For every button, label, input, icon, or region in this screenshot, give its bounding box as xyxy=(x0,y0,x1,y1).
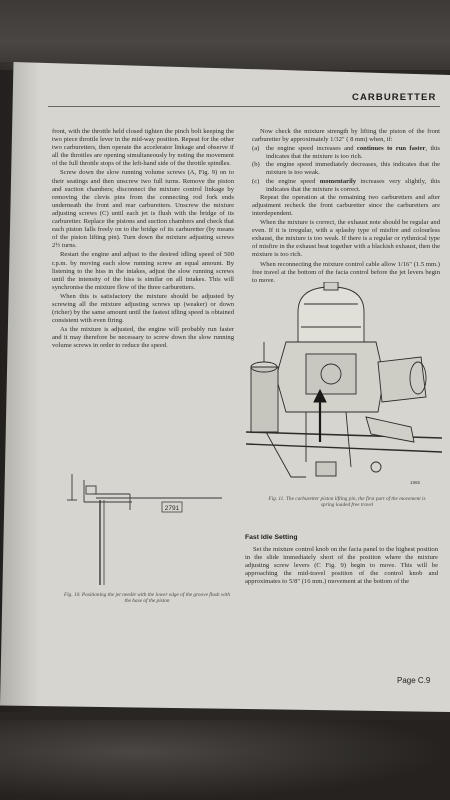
header-rule xyxy=(48,106,440,107)
left-paragraph: Restart the engine and adjust to the desired idling speed of 500 r.p.m. by moving each slow running screw an equal amount. By listening to the hiss in the intakes, adjust the slow running screws until the intensity of the hiss is similar on all intakes. This will synchronise the mixture flow of the three carburetters. xyxy=(52,251,234,291)
condition-item-c: (c) the engine speed momentarily increases very slightly, this indicates that the mixture is correct. xyxy=(252,177,440,193)
right-intro: Now check the mixture strength by lifting the piston of the front carburetter by approximately 1/32" ( 8 mm) when, if: xyxy=(252,128,440,144)
page-binding-shadow xyxy=(0,62,40,712)
left-paragraph: Screw down the slow running volume screws (A, Fig. 9) on to their seatings and then unscrew two full turns. Remove the piston and suction chambers; disconnect the mixture control linkage by removing the clevis pins from the connecting rod fork ends underneath the front and rear carburetters. Unscrew the mixture adjusting screws (C) until each jet is flush with the bridge of its carburetter. Replace the pistons and suction chambers and check that each piston falls freely on to the bridge of its carburetter (by means of the piston lifting pin). Turn down the mixture adjusting screws 2½ turns. xyxy=(52,169,234,250)
page-number: Page C.9 xyxy=(397,676,431,685)
left-column xyxy=(52,128,234,352)
right-paragraph: Repeat the operation at the remaining two carburetters and after adjustment recheck the front carburetter since the carburetters are interdependent. xyxy=(252,193,440,217)
carburetter-illustration xyxy=(246,282,442,492)
condition-item-a: (a) the engine speed increases and continues to run faster, this indicates that the mixture is too rich. xyxy=(252,145,440,161)
right-paragraph: When reconnecting the mixture control cable allow 1/16" (1.5 mm.) free travel at the bottom of the facia control before the jet levers begin to move. xyxy=(252,260,440,284)
figure10-label: 2791 xyxy=(164,505,180,512)
fast-idle-text xyxy=(245,546,438,587)
page-header-title: CARBURETTER xyxy=(352,92,437,103)
left-paragraph: When this is satisfactory the mixture should be adjusted by screwing all the mixture adjusting screws up (weaker) or down (richer) by the same amount until the fastest idling speed is obtained consistent with even firing. xyxy=(52,292,234,325)
background-cloth-top xyxy=(0,0,450,70)
figure10-caption: Fig. 10. Positioning the jet needle with the lower edge of the groove flush with the base of the piston xyxy=(63,592,231,605)
left-paragraph: As the mixture is adjusted, the engine will probably run faster and it may therefore be necessary to screw down the slow running volume screws in order to reduce the speed. xyxy=(52,326,234,350)
figure11-code: 1965 xyxy=(410,480,421,485)
condition-item-b: (b) the engine speed immediately decreases, this indicates that the mixture is too weak. xyxy=(252,161,440,177)
fast-idle-paragraph: Set the mixture control knob on the facia panel to the highest position in the slide immediately short of the position where the mixture adjusting screw levers (C Fig. 9) begin to move. This will be approaching the mid-travel position of the control knob and approximates to 5/8" (16 mm.) movement at the bottom of the xyxy=(245,546,438,586)
right-paragraph: When the mixture is correct, the exhaust note should be regular and even. If it is irregular, with a splashy type of misfire and colourless exhaust, the mixture is too weak. If there is a regular or rythmical type of misfire in the exhaust beat together with a blackish exhaust, then the mixture is too rich. xyxy=(252,219,440,259)
background-cloth-bottom xyxy=(0,720,450,800)
jet-needle-illustration xyxy=(52,460,232,590)
left-paragraph: front, with the throttle held closed tighten the pinch bolt keeping the two piece throttle lever in the mid-way position. Repeat for the other two carburetters, then operate the accelerator linkage and observe if all the throttles are opening simultaneously by noting the movement of the full throttle stops of the left-hand side of the throttle spindles. xyxy=(52,128,234,168)
figure11-caption: Fig. 11. The carburetter piston lifting pin, the first part of the movement is spring loaded free travel xyxy=(268,496,426,509)
section-heading-fast-idle: Fast Idle Setting xyxy=(245,534,298,541)
right-column xyxy=(252,128,440,286)
